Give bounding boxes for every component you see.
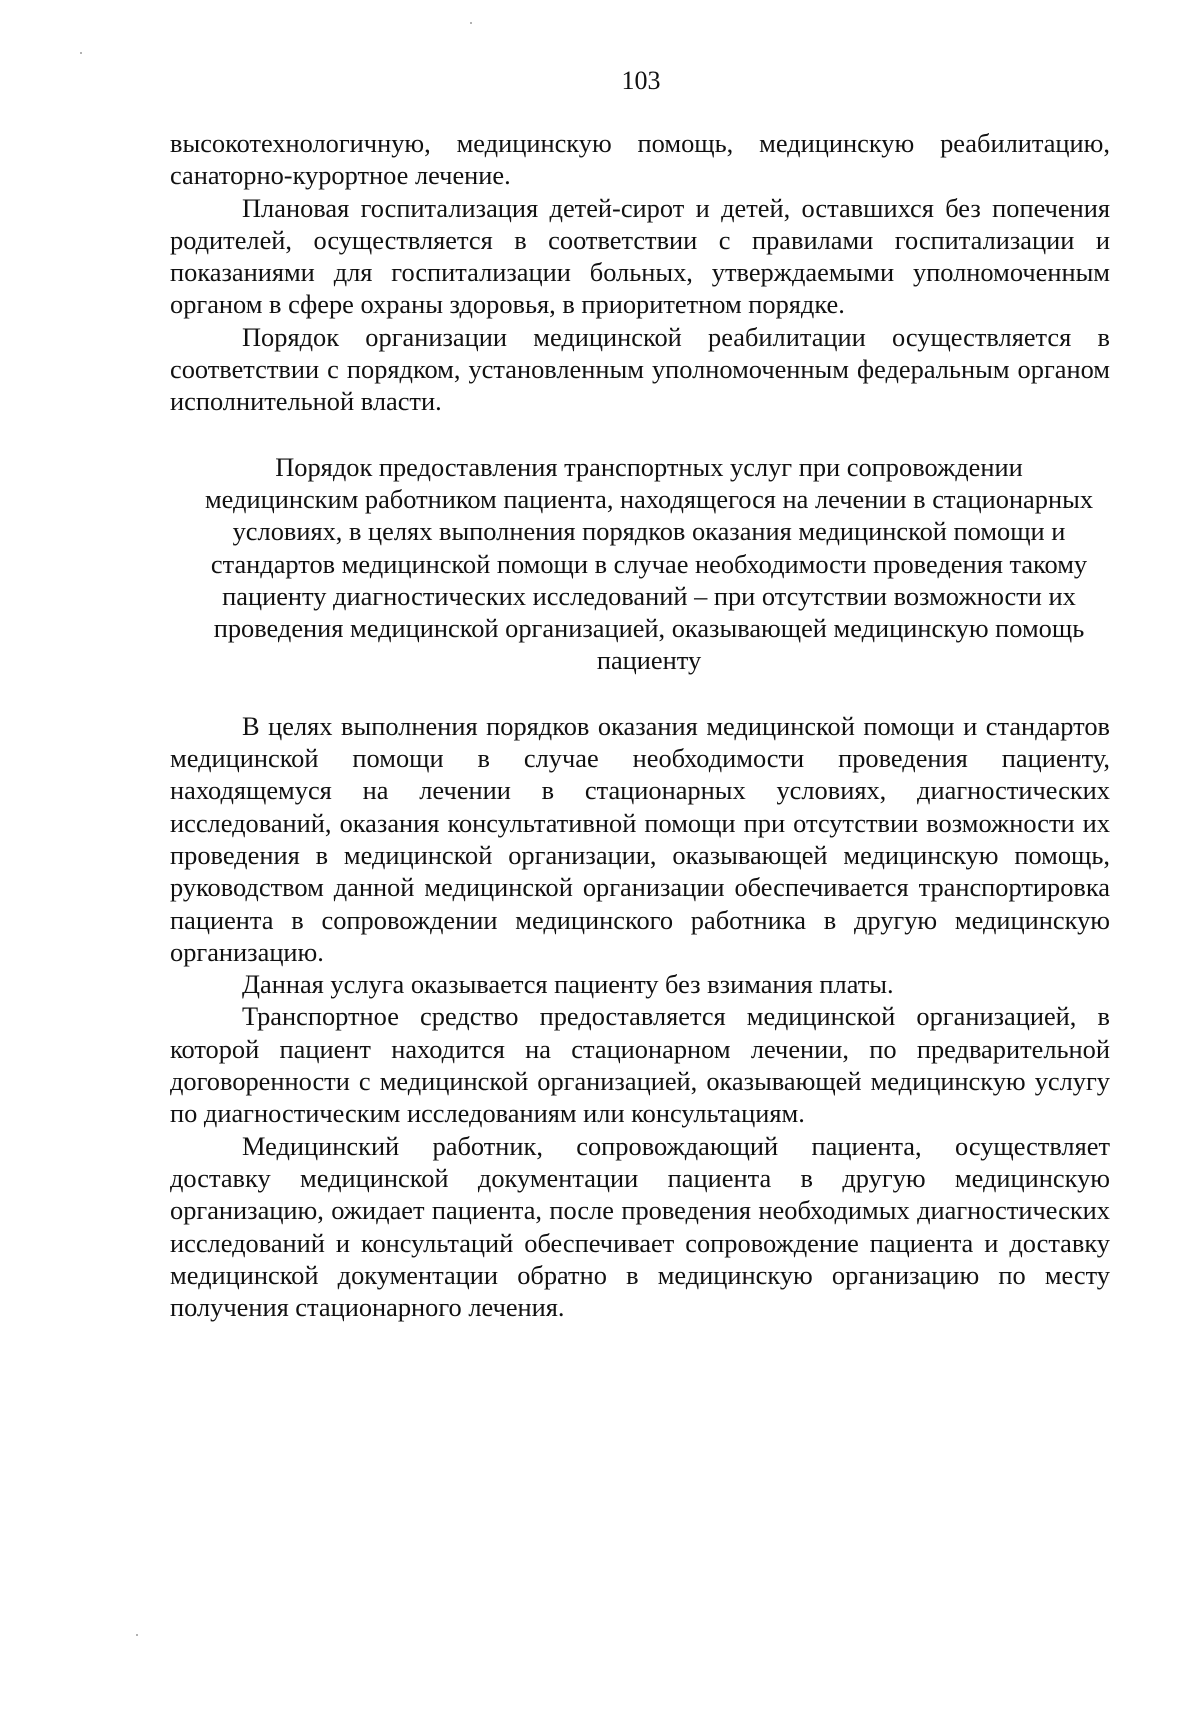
section-heading: Порядок предоставления транспортных услуг при сопровождении медицинским работником пациента, находящегося на лечении в стационарных условиях, в целях выполнения порядков оказания медицинской помощи и стандартов медицинской помощи в случае необходимости проведения такому пациенту диагностических исследований – при отсутствии возможности их проведения медицинской организацией, оказывающей медицинскую помощь пациенту [204, 451, 1094, 676]
scan-speck [136, 1634, 138, 1636]
paragraph-transport-provision: В целях выполнения порядков оказания медицинской помощи и стандартов медицинской помощи в случае необходимости проведения пациенту, находящемуся на лечении в стационарных условиях, диагностических исследований, оказания консультативной помощи при отсутствии возможности их проведения в медицинской организации, оказывающей медицинскую помощь, руководством данной медицинской организации обеспечивается транспортировка пациента в сопровождении медицинского работника в другую медицинскую организацию. [170, 710, 1110, 967]
paragraph-continuation: высокотехнологичную, медицинскую помощь, медицинскую реабилитацию, санаторно-курортное лечение. [170, 128, 1110, 191]
paragraph-vehicle-provision: Транспортное средство предоставляется медицинской организацией, в которой пациент находится на стационарном лечении, по предварительной договоренности с медицинской организацией, оказывающей медицинскую услугу по диагностическим исследованиям или консультациям. [170, 1001, 1110, 1129]
paragraph-rehabilitation-procedure: Порядок организации медицинской реабилитации осуществляется в соответствии с порядком, установленным уполномоченным федеральным органом исполнительной власти. [170, 321, 1110, 417]
document-body [170, 127, 1110, 1323]
scan-speck [470, 22, 472, 24]
paragraph-hospitalization-orphans: Плановая госпитализация детей-сирот и детей, оставшихся без попечения родителей, осуществляется в соответствии с правилами госпитализации и показаниями для госпитализации больных, утверждаемыми уполномоченным органом в сфере охраны здоровья, в приоритетном порядке. [170, 192, 1110, 320]
paragraph-free-of-charge: Данная услуга оказывается пациенту без взимания платы. [242, 969, 894, 1000]
scan-speck [80, 52, 82, 54]
paragraph-medical-worker-duties: Медицинский работник, сопровождающий пациента, осуществляет доставку медицинской документации пациента в другую медицинскую организацию, ожидает пациента, после проведения необходимых диагностических исследований и консультаций обеспечивает сопровождение пациента и доставку медицинской документации обратно в медицинскую организацию по месту получения стационарного лечения. [170, 1130, 1110, 1323]
page-number: 103 [621, 66, 661, 95]
